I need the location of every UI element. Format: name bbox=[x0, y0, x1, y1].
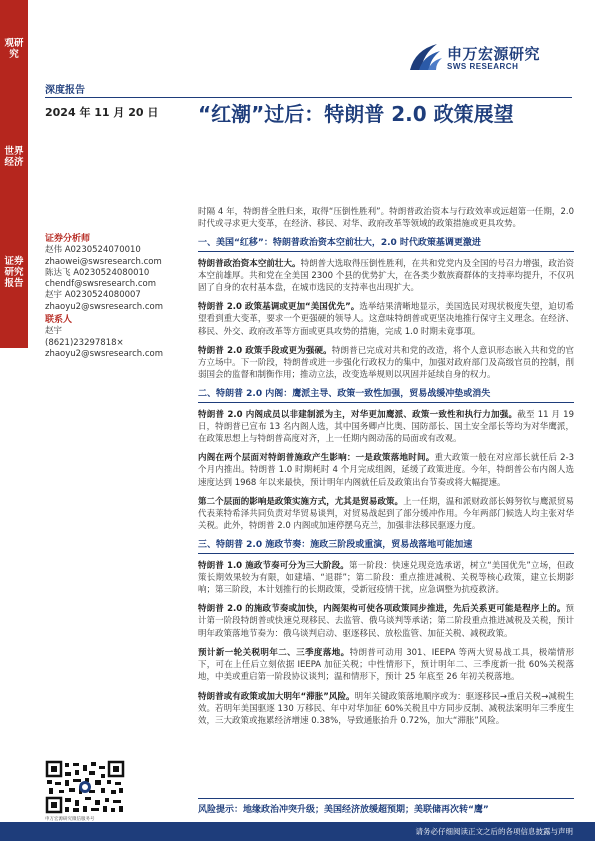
paragraph-lead: 特朗普或有政策或加大明年“滞胀”风险。 bbox=[198, 691, 355, 702]
page-title: “红潮”过后：特朗普 2.0 政策展望 bbox=[198, 102, 514, 126]
paragraph-lead: 特朗普 2.0 内阁成员以非建制派为主，对华更加鹰派、政策一致性和执行力加强。 bbox=[198, 409, 518, 420]
paragraph-lead: 特朗普政治资本空前壮大。 bbox=[198, 258, 301, 269]
paragraph-text: 选举结果清晰地显示，美国选民对现状极度失望，迫切希望看到重大变革，要求一个更强硬的领导人。这意味特朗普或更坚决地推行保守主义理念。在经济、移民、外交、政府改革等方面或更具攻势的措施，完成 1.0 时期未竟事项。 bbox=[198, 302, 574, 337]
contact-line: zhaoyu2@swsresearch.com bbox=[45, 348, 164, 359]
paragraph-text: 第一阶段：快速兑现竞选承诺，树立“美国优先”立场，但政策长期效果较为有限，如建墙、“退群”；第二阶段：重点推进减税、关税等核心政策，建立长期影响；第三阶段，本计划推行的长期政策，受新冠疫情干扰，应急调整为抗疫救济。 bbox=[198, 560, 574, 596]
brand-logo bbox=[407, 40, 567, 76]
paragraph-text: 特朗普可动用 301、IEEPA 等两大贸易战工具，极端情形下，可在上任后立刻依据 IEEPA 加征关税；中性情形下，预计明年二、三季度新一批 60%关税落地，中美或重启第一阶段协议谈判；温和情形下，预计 25 年底至 26 年初关税落地。 bbox=[198, 647, 574, 683]
paragraph bbox=[198, 496, 574, 533]
analyst-line: zhaowei@swsresearch.com bbox=[45, 256, 162, 267]
intro-paragraph: 时隔 4 年，特朗普全胜归来，取得“压倒性胜利”。特朗普政治资本与行政效率或远超第一任期，2.0 时代或寻求更大变革，在经济、移民、对华、政府改革等领域的政策措施或更具攻势。 bbox=[198, 207, 574, 230]
paragraph-text: 预计第一阶段特朗普或快速兑现移民、去监管、俄乌谈判等承诺；第二阶段重点推进减税及关税，预计明年政策落地节奏为：俄乌谈判启动、驱逐移民、放松监管、加征关税、减税政策。 bbox=[198, 604, 574, 639]
paragraph-text: 上一任期，温和派财政部长姆努钦与鹰派贸易代表莱特希泽共同负责对华贸易谈判，对贸易战起到了部分缓冲作用。今年两部门候选人均主张对华关税。此外，特朗普 2.0 内阁或加速停摆乌克兰，加强非法移民驱逐力度。 bbox=[198, 496, 574, 532]
analyst-line: zhaoyu2@swsresearch.com bbox=[45, 301, 164, 312]
paragraph-text: 截至 11 月 19 日，特朗普已宣布 13 名内阁人选，其中国务卿卢比奥、国防部长、国土安全部长等均为对华鹰派，在政策思想上与特朗普高度对齐，上一任期内阁动荡的局面或有改观。 bbox=[198, 409, 574, 445]
report-date: 2024 年 11 月 20 日 bbox=[45, 106, 159, 119]
section-heading: 二、特朗普 2.0 内阁：鹰派主导、政策一致性加强，贸易战缓冲垫或消失 bbox=[198, 388, 574, 402]
sidebar bbox=[0, 0, 28, 348]
paragraph bbox=[198, 345, 574, 382]
analyst-heading: 证券分析师 bbox=[45, 234, 91, 244]
paragraph-lead: 特朗普 1.0 施政节奏可分为三大阶段。 bbox=[198, 560, 349, 571]
analyst-line: chendf@swsresearch.com bbox=[45, 279, 157, 290]
brand-logo-icon bbox=[407, 40, 443, 74]
sidebar-label-bottom: 证券研究报告 bbox=[4, 256, 24, 289]
contact-line: 赵宇 bbox=[45, 326, 63, 337]
sidebar-label-middle: 世界经济 bbox=[4, 146, 24, 168]
paragraph-lead: 预计新一轮关税明年二、三季度落地。 bbox=[198, 647, 350, 658]
section-heading: 一、美国“红移”：特朗普政治资本空前壮大，2.0 时代政策基调更激进 bbox=[198, 237, 574, 251]
brand-name-en: SWS RESEARCH bbox=[447, 62, 519, 71]
paragraph bbox=[198, 560, 574, 597]
footer-disclaimer: 请务必仔细阅读正文之后的各项信息披露与声明 bbox=[415, 827, 573, 836]
sidebar-label-top: 观研究 bbox=[4, 38, 24, 60]
paragraph-text: 特朗普大选取得压倒性胜利，在共和党党内及全国的号召力增强，政治资本空前雄厚。共和党在全美国 2300 个县的优势扩大，在各类少数族裔群体的支持率均提升，不仅巩固了自身的农村基本盘，在城市选民的支持率也出现扩大。 bbox=[198, 258, 574, 294]
report-type: 深度报告 bbox=[45, 85, 85, 96]
main-content bbox=[198, 206, 574, 734]
analyst-line: 陈达飞 A0230524080010 bbox=[45, 267, 150, 278]
brand-name-cn: 申万宏源研究 bbox=[447, 45, 541, 63]
paragraph-text: 重大政策一般在对应部长就任后 2-3 个月内推出。特朗普 1.0 时期耗时 4 个月完成组阁，延缓了政策进度。今年，特朗普公布内阁人选速度达到 1968 年以来最快，预计明年内阁就任后及政策出台节奏或将大幅提速。 bbox=[198, 453, 574, 488]
section-heading: 三、特朗普 2.0 施政节奏：施政三阶段或重演，贸易战落地可能加速 bbox=[198, 539, 574, 553]
paragraph-lead: 第二个层面的影响是政策实施方式，尤其是贸易政策。 bbox=[198, 496, 404, 507]
paragraph-text: 特朗普已完成对共和党的改造，将个人意识形态嵌入共和党的官方立场中。下一阶段，特朗普或进一步强化行政权力的集中，加强对政府部门及高级官员的控制，削弱国会的监督和制衡作用；推动立法，改变选举规则以巩固并延续自身的权力。 bbox=[198, 345, 574, 381]
paragraph bbox=[198, 603, 574, 640]
contact-heading: 联系人 bbox=[45, 315, 73, 326]
paragraph bbox=[198, 258, 574, 295]
contact-line: (8621)23297818× bbox=[45, 337, 124, 348]
risk-warning: 风险提示：地缘政治冲突升级；美国经济放缓超预期；美联储再次转“鹰” bbox=[198, 798, 574, 815]
paragraph-lead: 特朗普 2.0 政策基调或更加“美国优先”。 bbox=[198, 302, 360, 313]
qr-caption: 申万宏源研究微信服务号 bbox=[45, 817, 95, 822]
header-divider bbox=[45, 97, 572, 98]
analyst-block bbox=[45, 234, 195, 360]
analyst-line: 赵宇 A0230524080007 bbox=[45, 290, 141, 301]
paragraph-lead: 内阁在两个层面对特朗普施政产生影响：一是政策落地时间。 bbox=[198, 453, 435, 464]
paragraph bbox=[198, 301, 574, 338]
paragraph bbox=[198, 409, 574, 446]
paragraph bbox=[198, 691, 574, 728]
analyst-line: 赵伟 A0230524070010 bbox=[45, 245, 141, 256]
paragraph bbox=[198, 647, 574, 684]
paragraph-lead: 特朗普 2.0 的施政节奏或加快，内阁架构可使各项政策同步推进，先后关系更可能是程序上的。 bbox=[198, 604, 566, 615]
paragraph-text: 明年关键政策落地顺序或为：驱逐移民→重启关税→减税生效。若明年美国驱逐 130 万移民、年中对华加征 60%关税且中方同步反制、减税法案明年三季度生效，三大政策或拖累经济增速 0.38%，导致通胀抬升 0.72%，加大“滞胀”风险。 bbox=[198, 691, 574, 726]
paragraph bbox=[198, 452, 574, 489]
paragraph-lead: 特朗普 2.0 政策手段或更为强硬。 bbox=[198, 345, 332, 356]
